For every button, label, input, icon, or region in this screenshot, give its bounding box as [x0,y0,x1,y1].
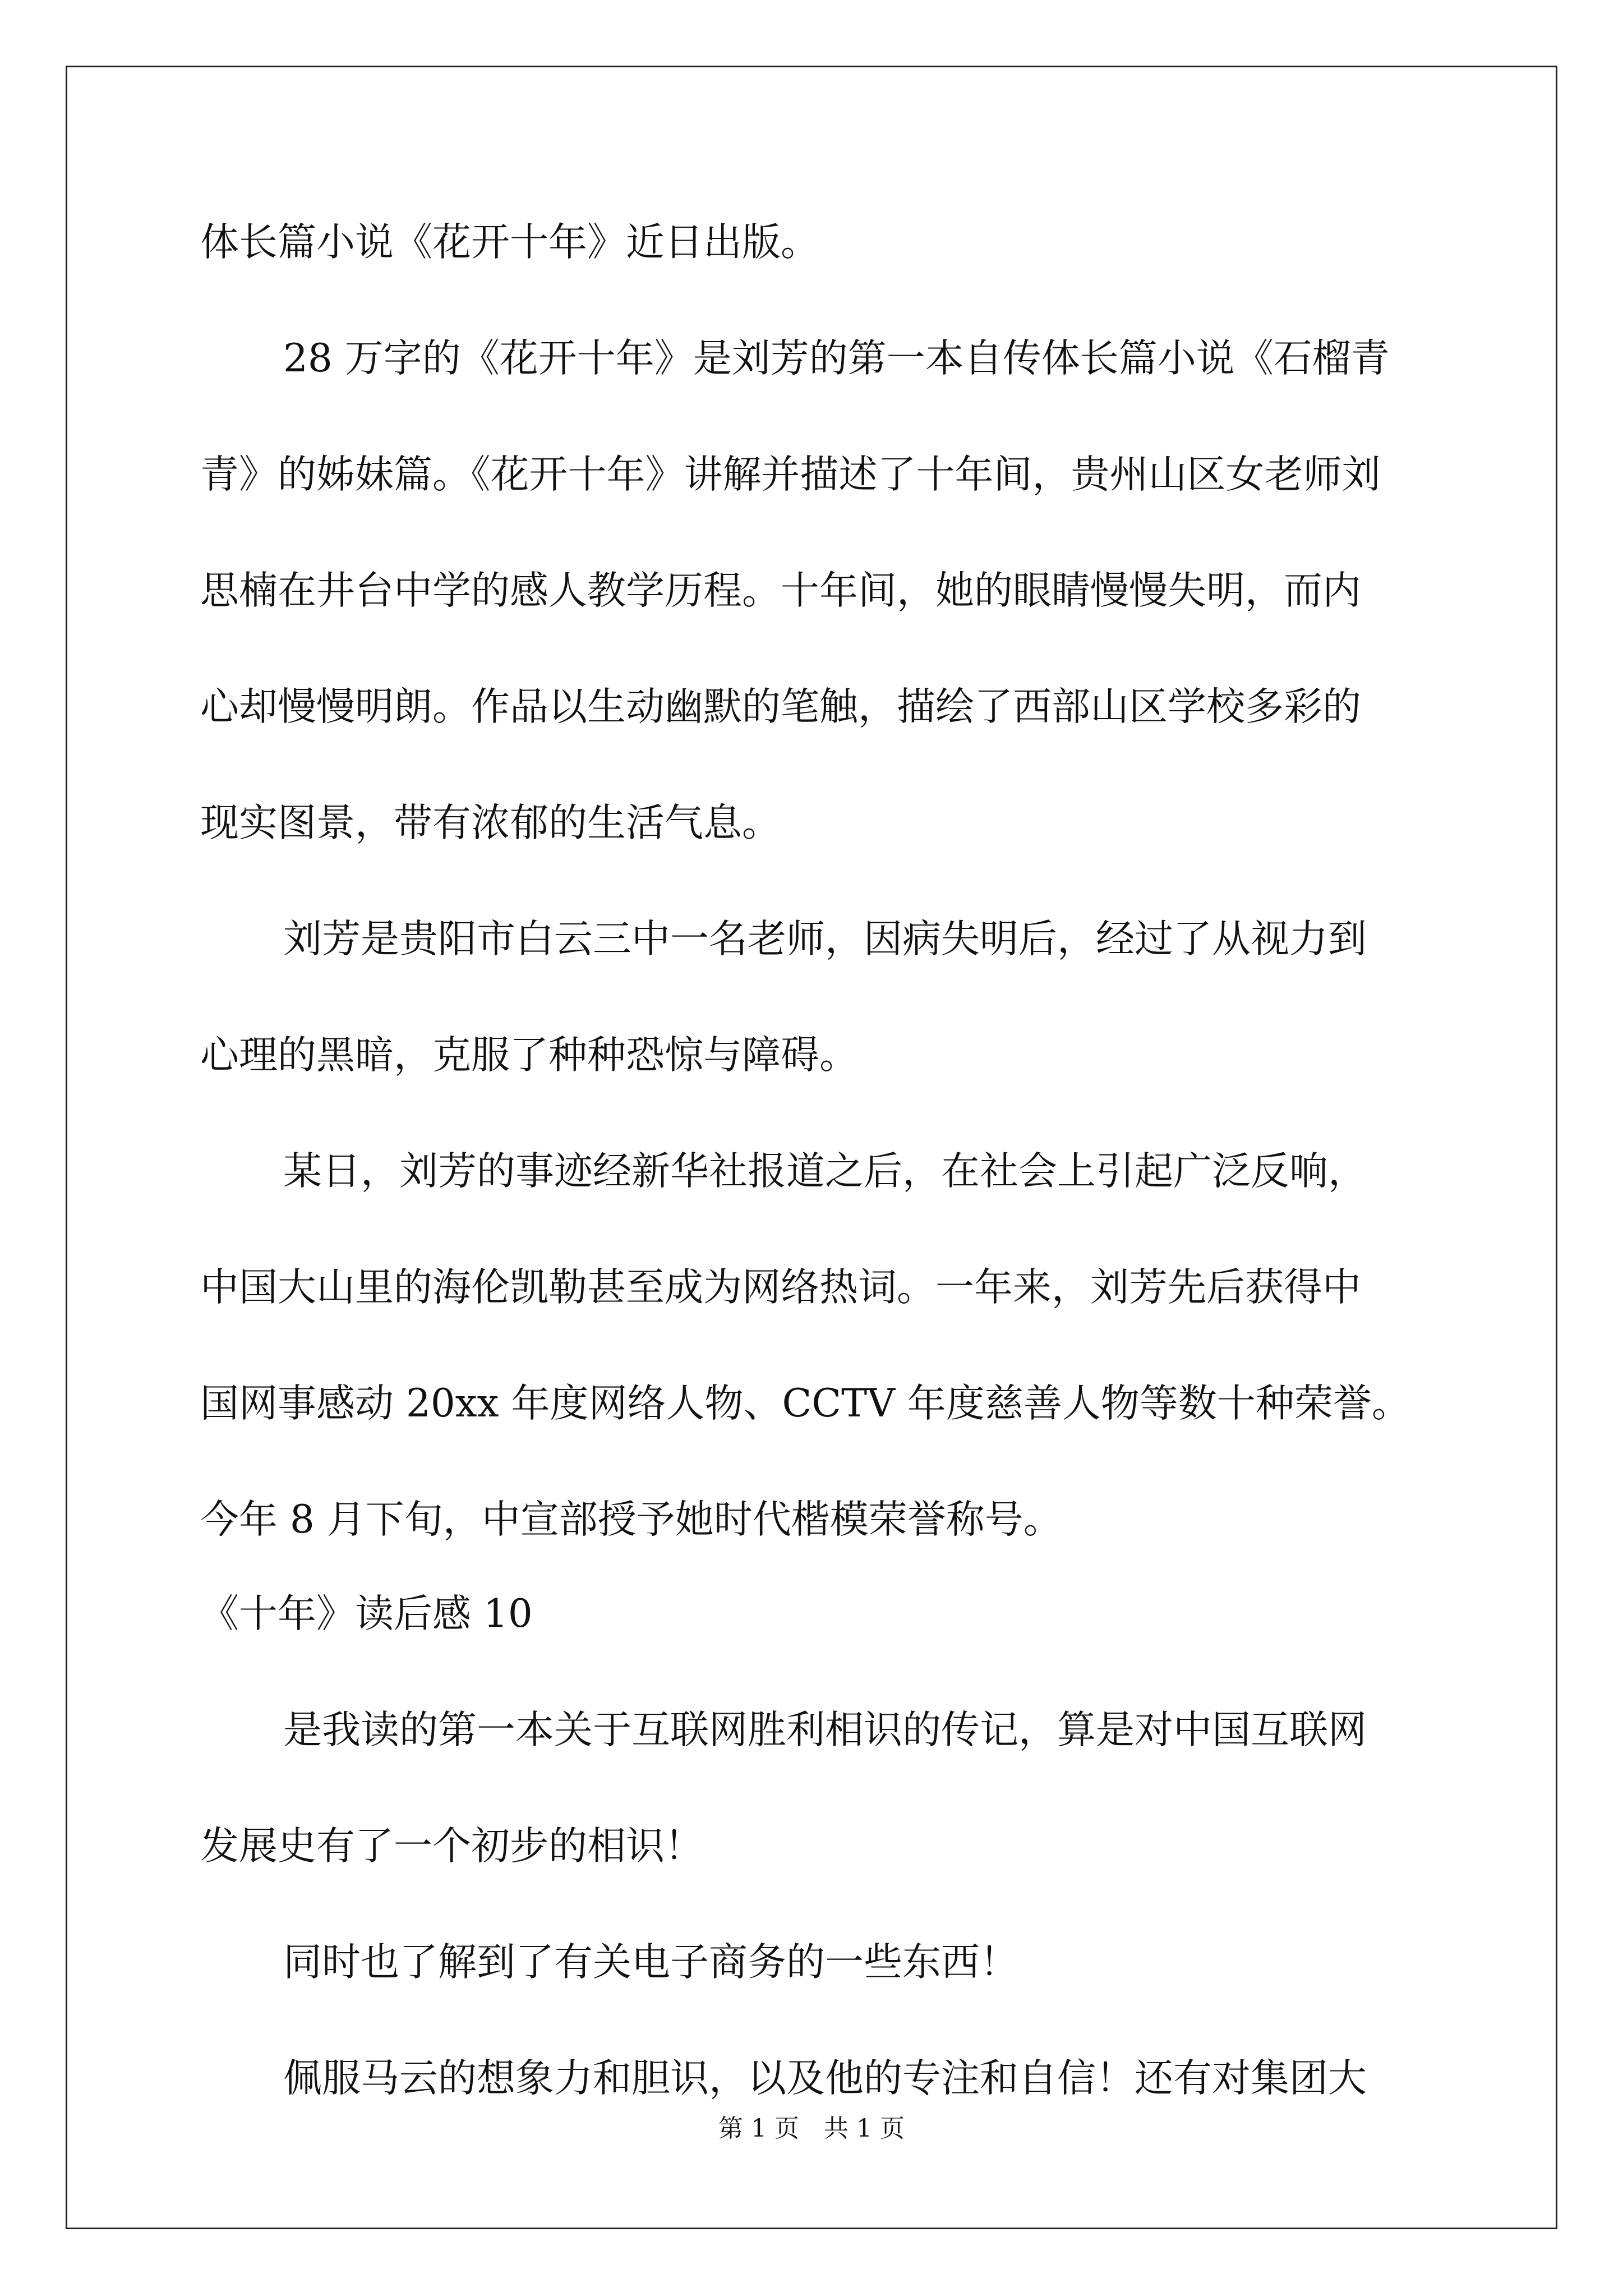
text-line: 今年 8 月下旬，中宣部授予她时代楷模荣誉称号。 [200,1497,1062,1542]
text-line: 发展史有了一个初步的相识！ [200,1824,703,1869]
text-line: 某日，刘芳的事迹经新华社报道之后，在社会上引起广泛反响， [283,1149,1367,1194]
text-line: 体长篇小说《花开十年》近日出版。 [200,220,819,265]
text-line: 刘芳是贵阳市白云三中一名老师，因病失明后，经过了从视力到 [283,917,1367,961]
text-line: 思楠在井台中学的感人教学历程。十年间，她的眼睛慢慢失明，而内 [200,568,1361,613]
page-number-footer: 第 1 页 共 1 页 [718,2114,905,2143]
text-line: 国网事感动 20xx 年度网络人物、CCTV 年度慈善人物等数十种荣誉。 [200,1381,1410,1426]
text-line: 心却慢慢明朗。作品以生动幽默的笔触，描绘了西部山区学校多彩的 [200,684,1361,729]
text-line: 现实图景，带有浓郁的生活气息。 [200,800,781,845]
text-line: 是我读的第一本关于互联网胜利相识的传记，算是对中国互联网 [283,1708,1367,1752]
section-heading: 《十年》读后感 10 [200,1591,533,1636]
text-line: 佩服马云的想象力和胆识，以及他的专注和自信！还有对集团大 [283,2056,1367,2101]
text-line: 中国大山里的海伦凯勒甚至成为网络热词。一年来，刘芳先后获得中 [200,1265,1361,1310]
text-line: 同时也了解到了有关电子商务的一些东西！ [283,1940,1018,1985]
text-line: 28 万字的《花开十年》是刘芳的第一本自传体长篇小说《石榴青 [283,336,1390,381]
text-line: 心理的黑暗，克服了种种恐惊与障碍。 [200,1033,858,1078]
text-line: 青》的姊妹篇。《花开十年》讲解并描述了十年间，贵州山区女老师刘 [200,452,1381,497]
